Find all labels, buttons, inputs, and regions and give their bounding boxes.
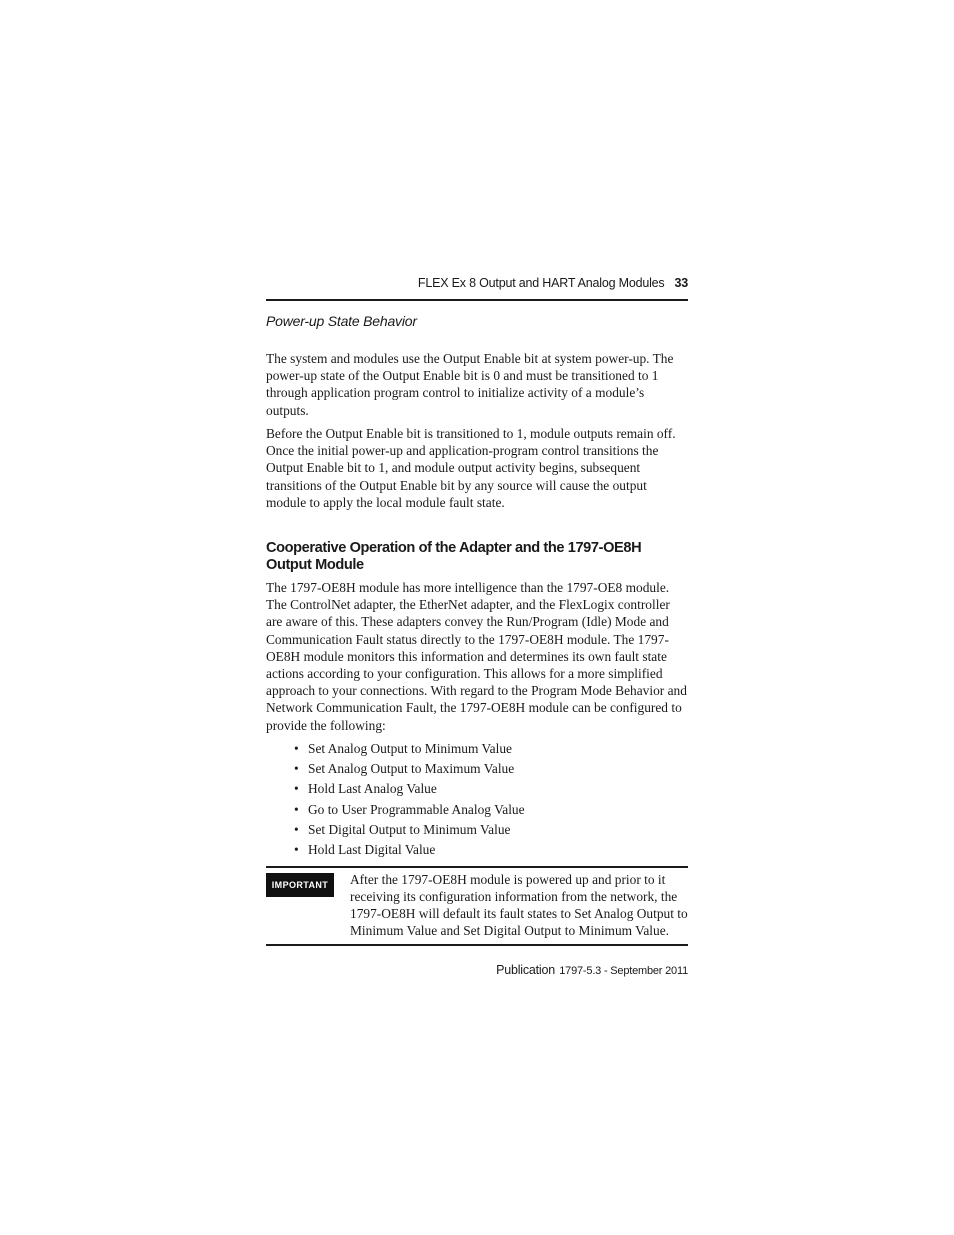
bullet-icon: •	[294, 781, 299, 797]
running-header	[418, 276, 688, 290]
publication-label: Publication	[496, 963, 556, 977]
page-number: 33	[674, 276, 688, 290]
list-item-text: Go to User Programmable Analog Value	[308, 801, 525, 817]
important-rule-top	[266, 866, 688, 868]
fault-option-list	[294, 740, 525, 861]
header-rule	[266, 299, 688, 301]
bullet-icon: •	[294, 741, 299, 756]
publication-id: 1797-5.3 - September 2011	[559, 965, 688, 977]
cooperative-heading: Cooperative Operation of the Adapter and the 1797-OE8H Output Module	[266, 540, 642, 573]
power-up-heading: Power-up State Behavior	[266, 313, 417, 329]
list-item	[294, 740, 525, 760]
bullet-icon: •	[294, 841, 299, 857]
list-item	[294, 801, 525, 821]
list-item-text: Set Digital Output to Minimum Value	[308, 821, 511, 837]
list-item-text: Hold Last Analog Value	[308, 781, 437, 797]
bullet-icon: •	[294, 801, 299, 817]
running-title: FLEX Ex 8 Output and HART Analog Modules	[417, 276, 665, 290]
list-item-text: Set Analog Output to Maximum Value	[308, 761, 515, 777]
important-badge: IMPORTANT	[266, 873, 334, 897]
list-item	[294, 841, 525, 861]
list-item	[294, 821, 525, 841]
bullet-icon: •	[294, 761, 299, 777]
power-up-paragraph-1: The system and modules use the Output Enable bit at system power-up. The power-up state of the Output Enable bit is 0 and must be transitioned to 1 through application program control to initialize activity of a module’s outputs.	[266, 351, 674, 418]
list-item	[294, 780, 525, 800]
important-rule-bottom	[266, 944, 688, 946]
important-note-text: After the 1797-OE8H module is powered up and prior to it receiving its configuration information from the network, the 1797-OE8H will default its fault states to Set Analog Output to Minimum Value and Set Digital Output to Minimum Value.	[350, 872, 688, 938]
bullet-icon: •	[294, 821, 299, 837]
list-item-text: Set Analog Output to Minimum Value	[308, 741, 512, 756]
list-item-text: Hold Last Digital Value	[308, 841, 436, 857]
publication-footer	[496, 961, 688, 979]
power-up-paragraph-2: Before the Output Enable bit is transitioned to 1, module outputs remain off. Once the initial power-up and application-program control transitions the Output Enable bit to 1, and module output activity begins, subsequent transitions of the Output Enable bit by any source will cause the output module to apply the local module fault state.	[266, 426, 676, 510]
cooperative-paragraph: The 1797-OE8H module has more intelligence than the 1797-OE8 module. The ControlNet adapter, the EtherNet adapter, and the FlexLogix controller are aware of this. These adapters convey the Run/Program (Idle) Mode and Communication Fault status directly to the 1797-OE8H module. The 1797-OE8H module monitors this information and determines its own fault state actions according to your configuration. This allows for a more simplified approach to your connections. With regard to the Program Mode Behavior and Network Communication Fault, the 1797-OE8H module can be configured to provide the following:	[266, 580, 687, 733]
document-page	[266, 0, 688, 1235]
list-item	[294, 760, 525, 780]
